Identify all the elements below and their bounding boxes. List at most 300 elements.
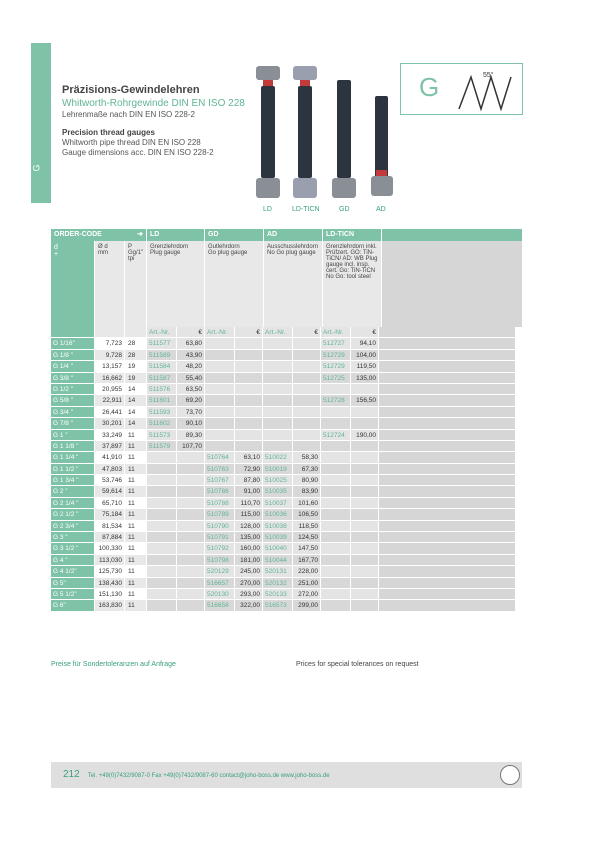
cell-ad-p: 58,30 [293,452,321,463]
cell-t-art: 512729 [321,361,351,372]
thread-angle: 55° [483,72,494,79]
cell-p: 14 [125,395,147,406]
cell-d: G 5/8 " [51,395,95,406]
cell-d: G 1 3/4 " [51,475,95,486]
cell-gd-art: 510764 [205,452,235,463]
cell-ld-p [177,555,205,566]
cell-ad-p [293,407,321,418]
cell-gd-p: 91,00 [235,486,263,497]
cell-od: 16,662 [95,373,125,384]
cell-gd-art [205,338,235,349]
cell-t-p [351,452,379,463]
cell-ld-p: 107,70 [177,441,205,452]
cell-gd-p [235,407,263,418]
company-logo [500,765,520,785]
table-row [51,452,522,463]
cell-p: 14 [125,418,147,429]
table-row [51,395,522,406]
cell-od: 87,884 [95,532,125,543]
cell-t-art [321,578,351,589]
cell-p: 19 [125,373,147,384]
cell-ad-p [293,395,321,406]
header [62,84,245,157]
cell-ld-art [147,566,177,577]
cell-t-p [351,509,379,520]
cell-t-p [351,418,379,429]
table-row [51,373,522,384]
cell-t-art [321,521,351,532]
cell-gd-p [235,338,263,349]
cell-p: 11 [125,430,147,441]
table-row [51,338,522,349]
cell-gd-art [205,441,235,452]
cell-p: 11 [125,543,147,554]
table-row [51,532,522,543]
cell-t-p: 190,00 [351,430,379,441]
cell-gd-art: 516657 [205,578,235,589]
cell-t-art [321,418,351,429]
cell-ld-art [147,578,177,589]
cell-od: 113,030 [95,555,125,566]
cell-gd-art [205,361,235,372]
en-title: Precision thread gauges [62,128,155,137]
cell-od: 75,184 [95,509,125,520]
cell-gd-art: 510763 [205,464,235,475]
cell-t-art [321,543,351,554]
cell-ad-art: 510019 [263,464,293,475]
cell-ad-p: 167,70 [293,555,321,566]
cell-ld-art: 511587 [147,373,177,384]
table-row [51,486,522,497]
cell-ld-art [147,521,177,532]
cell-t-art [321,566,351,577]
cell-ad-art: 510022 [263,452,293,463]
cell-gd-p: 110,70 [235,498,263,509]
cell-ad-art [263,395,293,406]
gauge-label-ticn: LD-TICN [292,206,320,213]
cell-d: G 1 1/8 " [51,441,95,452]
cell-p: 11 [125,475,147,486]
cell-p: 11 [125,578,147,589]
cell-ld-p [177,589,205,600]
cell-od: 9,728 [95,350,125,361]
cell-p: 11 [125,498,147,509]
cell-ld-p [177,521,205,532]
cell-gd-art: 510789 [205,509,235,520]
cell-ad-p: 67,30 [293,464,321,475]
table-row [51,430,522,441]
cell-p: 11 [125,441,147,452]
cell-ad-p: 147,50 [293,543,321,554]
cell-ld-art [147,452,177,463]
cell-ld-p [177,475,205,486]
cell-gd-art [205,430,235,441]
cell-d: G 3/8 " [51,373,95,384]
cell-ld-p [177,509,205,520]
cell-ad-p: 83,90 [293,486,321,497]
cell-gd-p [235,373,263,384]
cell-t-p [351,555,379,566]
cell-gd-p: 293,00 [235,589,263,600]
cell-gd-p [235,441,263,452]
cell-p: 28 [125,350,147,361]
table-group-header: ORDER-CODE ➜ LD GD AD LD-TICN [51,229,522,241]
cell-ad-p [293,373,321,384]
cell-t-art: 512727 [321,338,351,349]
table-row [51,384,522,395]
cell-ad-p [293,441,321,452]
gauge-photo [250,58,400,218]
cell-gd-art: 510792 [205,543,235,554]
cell-ad-p [293,350,321,361]
cell-ld-art [147,509,177,520]
cell-p: 14 [125,384,147,395]
table-row [51,578,522,589]
cell-gd-p: 115,00 [235,509,263,520]
cell-od: 47,803 [95,464,125,475]
cell-ld-art [147,600,177,611]
footer-contact: Tel. +49(0)7432/9087-0 Fax +49(0)7432/9087-60 contact@joho-boss.de www.joho-boss.de [87,773,330,779]
cell-od: 33,249 [95,430,125,441]
cell-ld-art [147,555,177,566]
cell-d: G 4 1/2" [51,566,95,577]
cell-p: 11 [125,600,147,611]
cell-od: 20,955 [95,384,125,395]
cell-t-p: 135,00 [351,373,379,384]
table-art-header: Art.-Nr. € Art.-Nr. € Art.-Nr. € Art.-Nr. € [51,327,522,338]
cell-t-art [321,555,351,566]
cell-ad-p [293,384,321,395]
cell-p: 11 [125,509,147,520]
cell-ld-art: 511593 [147,407,177,418]
cell-ld-p: 63,50 [177,384,205,395]
price-table [51,229,522,612]
en-subtitle-2: Gauge dimensions acc. DIN EN ISO 228-2 [62,148,214,157]
cell-p: 11 [125,486,147,497]
cell-ad-art: 516573 [263,600,293,611]
cell-ld-art [147,532,177,543]
cell-t-p [351,521,379,532]
cell-t-p [351,498,379,509]
gauge-label-gd: GD [339,206,350,213]
cell-t-art [321,384,351,395]
cell-gd-p: 63,10 [235,452,263,463]
cell-d: G 1/4 " [51,361,95,372]
cell-ad-art [263,430,293,441]
cell-ld-p: 43,90 [177,350,205,361]
cell-d: G 1 1/4 " [51,452,95,463]
cell-od: 22,911 [95,395,125,406]
cell-gd-p [235,430,263,441]
cell-ld-p: 63,80 [177,338,205,349]
cell-t-p [351,486,379,497]
cell-ad-art [263,373,293,384]
cell-od: 37,897 [95,441,125,452]
cell-t-p [351,578,379,589]
cell-ad-p [293,361,321,372]
cell-ad-art: 510044 [263,555,293,566]
cell-od: 7,723 [95,338,125,349]
cell-t-art [321,452,351,463]
cell-gd-art: 510791 [205,532,235,543]
cell-t-p [351,532,379,543]
cell-ad-art [263,338,293,349]
cell-t-p [351,566,379,577]
cell-p: 28 [125,338,147,349]
cell-gd-art: 510767 [205,475,235,486]
cell-d: G 2 1/2 " [51,509,95,520]
table-row [51,361,522,372]
cell-t-art: 512728 [321,395,351,406]
cell-od: 53,746 [95,475,125,486]
cell-ld-art: 511573 [147,430,177,441]
cell-ad-art [263,350,293,361]
cell-ld-art: 511576 [147,384,177,395]
cell-gd-art [205,407,235,418]
cell-gd-p [235,361,263,372]
cell-gd-p: 72,90 [235,464,263,475]
table-row [51,464,522,475]
cell-od: 13,157 [95,361,125,372]
cell-ld-p [177,452,205,463]
cell-t-p [351,543,379,554]
cell-ld-art: 511584 [147,361,177,372]
cell-gd-p: 135,00 [235,532,263,543]
cell-t-art: 512729 [321,350,351,361]
cell-ad-art [263,361,293,372]
footer [51,762,522,788]
cell-t-p: 94,10 [351,338,379,349]
cell-t-art: 512724 [321,430,351,441]
cell-t-art [321,475,351,486]
side-tab-label: G [31,164,42,172]
cell-od: 26,441 [95,407,125,418]
cell-ld-p: 90,10 [177,418,205,429]
cell-d: G 1 1/2 " [51,464,95,475]
cell-od: 100,330 [95,543,125,554]
thread-letter: G [419,72,440,102]
cell-d: G 1/2 " [51,384,95,395]
cell-gd-art: 520130 [205,589,235,600]
cell-ld-art [147,486,177,497]
cell-ad-art: 510035 [263,486,293,497]
cell-d: G 2 3/4 " [51,521,95,532]
cell-t-p [351,464,379,475]
side-tab [31,43,51,203]
cell-od: 65,710 [95,498,125,509]
cell-od: 81,534 [95,521,125,532]
cell-t-art [321,441,351,452]
cell-ad-p: 299,00 [293,600,321,611]
cell-gd-p: 87,80 [235,475,263,486]
cell-ld-p [177,498,205,509]
cell-gd-art [205,384,235,395]
cell-d: G 2 1/4 " [51,498,95,509]
cell-ad-art: 510036 [263,509,293,520]
cell-ad-art: 510037 [263,498,293,509]
cell-ad-p: 80,90 [293,475,321,486]
cell-gd-art: 510788 [205,498,235,509]
cell-t-art [321,464,351,475]
cell-ad-p: 272,00 [293,589,321,600]
cell-od: 125,730 [95,566,125,577]
cell-gd-p: 128,00 [235,521,263,532]
note-en: Prices for special tolerances on request [296,661,419,668]
cell-d: G 5 1/2" [51,589,95,600]
cell-t-p: 104,00 [351,350,379,361]
cell-d: G 6" [51,600,95,611]
cell-ld-p [177,578,205,589]
cell-ld-art: 511577 [147,338,177,349]
cell-gd-art [205,373,235,384]
cell-p: 11 [125,589,147,600]
cell-ld-p [177,486,205,497]
cell-ld-art [147,475,177,486]
cell-ad-art: 520132 [263,578,293,589]
cell-gd-p: 245,00 [235,566,263,577]
cell-od: 41,910 [95,452,125,463]
cell-p: 11 [125,464,147,475]
cell-ld-art [147,498,177,509]
table-row [51,521,522,532]
cell-gd-art [205,395,235,406]
cell-t-p [351,441,379,452]
table-row [51,418,522,429]
cell-ad-art: 510025 [263,475,293,486]
cell-od: 163,830 [95,600,125,611]
cell-gd-art: 520129 [205,566,235,577]
cell-gd-p [235,418,263,429]
cell-ad-p [293,338,321,349]
cell-ad-p: 124,50 [293,532,321,543]
page-subtitle: Whitworth-Rohrgewinde DIN EN ISO 228 [62,98,245,109]
cell-t-art [321,498,351,509]
cell-t-p: 119,50 [351,361,379,372]
cell-t-p [351,407,379,418]
cell-gd-p: 322,00 [235,600,263,611]
cell-t-art [321,509,351,520]
cell-d: G 1/16" [51,338,95,349]
cell-gd-art: 510786 [205,486,235,497]
cell-t-art [321,589,351,600]
cell-ld-art [147,543,177,554]
cell-gd-p: 270,00 [235,578,263,589]
cell-ad-p: 101,60 [293,498,321,509]
cell-ld-art [147,464,177,475]
cell-ad-art [263,384,293,395]
cell-p: 11 [125,555,147,566]
cell-ad-p: 118,50 [293,521,321,532]
cell-ad-p: 106,50 [293,509,321,520]
cell-t-art [321,486,351,497]
cell-p: 11 [125,521,147,532]
gauge-label-ad: AD [376,206,386,213]
cell-ad-art: 510038 [263,521,293,532]
cell-ad-art: 510040 [263,543,293,554]
cell-ad-p: 251,00 [293,578,321,589]
page-subtitle-2: Lehrenmaße nach DIN EN ISO 228-2 [62,110,195,119]
cell-od: 151,130 [95,589,125,600]
thread-profile-icon [457,67,519,113]
cell-gd-p [235,395,263,406]
cell-ld-art: 511579 [147,441,177,452]
note-de: Preise für Sondertoleranzen auf Anfrage [51,661,176,668]
cell-ld-p [177,566,205,577]
cell-p: 11 [125,532,147,543]
cell-d: G 3/4 " [51,407,95,418]
cell-ld-art: 511601 [147,395,177,406]
cell-d: G 5" [51,578,95,589]
cell-gd-art [205,418,235,429]
cell-t-p: 156,50 [351,395,379,406]
cell-ad-art [263,418,293,429]
cell-p: 11 [125,452,147,463]
cell-t-p [351,384,379,395]
cell-d: G 3 " [51,532,95,543]
cell-ld-p [177,464,205,475]
table-row [51,498,522,509]
cell-gd-p [235,350,263,361]
cell-t-art [321,532,351,543]
cell-ad-art [263,441,293,452]
table-row [51,475,522,486]
cell-t-p [351,600,379,611]
table-row [51,441,522,452]
cell-d: G 3 1/2 " [51,543,95,554]
cell-ld-p [177,532,205,543]
cell-d: G 7/8 " [51,418,95,429]
cell-ld-p [177,543,205,554]
cell-t-p [351,475,379,486]
table-row [51,407,522,418]
cell-ad-art [263,407,293,418]
cell-t-art [321,407,351,418]
cell-ad-art: 510039 [263,532,293,543]
cell-t-art [321,600,351,611]
cell-p: 14 [125,407,147,418]
table-row [51,543,522,554]
cell-t-art: 512725 [321,373,351,384]
cell-od: 59,614 [95,486,125,497]
table-row [51,509,522,520]
cell-gd-p: 181,00 [235,555,263,566]
cell-d: G 1 " [51,430,95,441]
cell-d: G 2 " [51,486,95,497]
table-row [51,566,522,577]
cell-gd-art: 516658 [205,600,235,611]
table-row [51,350,522,361]
en-subtitle: Whitworth pipe thread DIN EN ISO 228 [62,138,201,147]
thread-type-box [400,63,523,115]
cell-ad-p [293,418,321,429]
page-title: Präzisions-Gewindelehren [62,84,200,96]
cell-ad-p [293,430,321,441]
cell-ld-p: 48,20 [177,361,205,372]
cell-gd-art: 510790 [205,521,235,532]
cell-ld-art: 511589 [147,350,177,361]
cell-gd-art [205,350,235,361]
cell-gd-p: 160,00 [235,543,263,554]
cell-ld-p [177,600,205,611]
cell-od: 138,430 [95,578,125,589]
cell-ad-p: 228,00 [293,566,321,577]
cell-ld-p: 89,30 [177,430,205,441]
cell-d: G 4 " [51,555,95,566]
table-description: d + Ø d mm P Gg/1" tpi Grenzlehrdorn Plug gauge Gutlehrdorn Go plug gauge Ausschusslehrdorn No Go plug gauge Grenzlehrdorn inkl. Prüfzert. GO: TiN-TiCN/ AD: WB Plug gauge incl. insp. cert. Go: TiN-TiCN No Go: tool steel [51,241,522,327]
cell-p: 11 [125,566,147,577]
cell-ad-art: 520133 [263,589,293,600]
cell-gd-art: 510798 [205,555,235,566]
